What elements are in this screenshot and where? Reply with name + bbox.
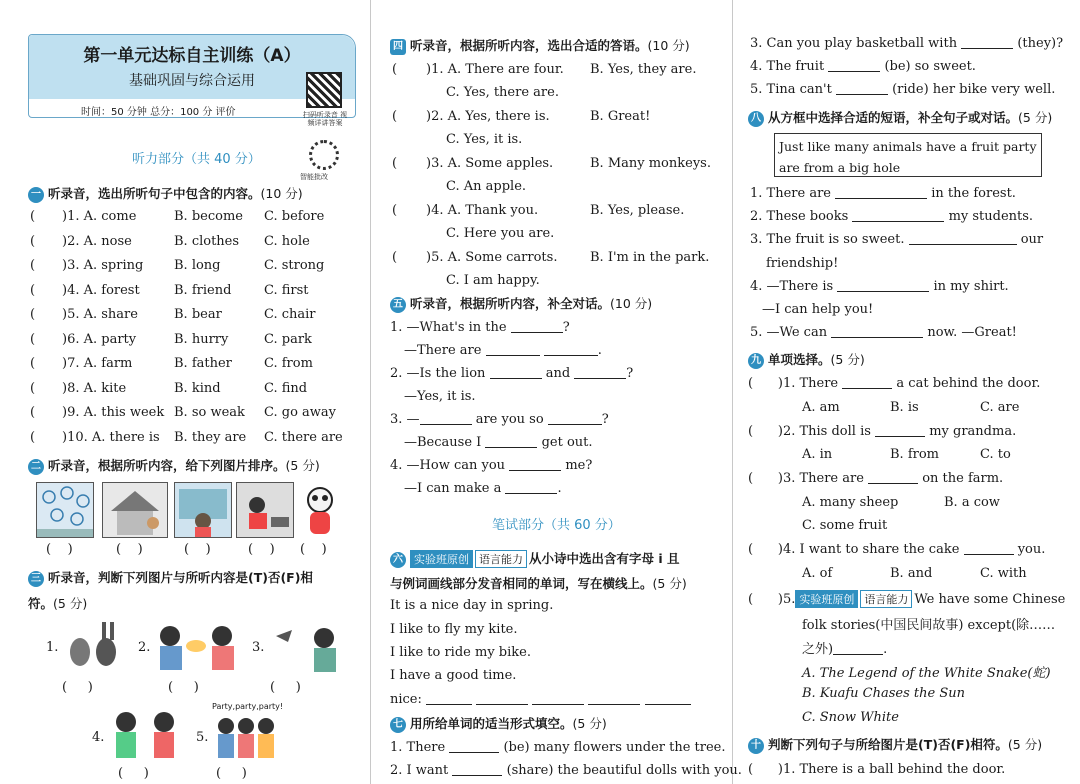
option[interactable]: C. are	[980, 400, 1020, 415]
option[interactable]: C. park	[264, 331, 312, 347]
option[interactable]: B. is	[890, 400, 919, 415]
s7-line-4: 4. The fruit (be) so sweet.	[750, 59, 976, 74]
s8-line-4: 4. —There is in my shirt.	[750, 279, 1009, 294]
answer-blank[interactable]	[588, 693, 640, 705]
picture-rabbits	[62, 616, 124, 674]
answer-blank[interactable]	[505, 482, 557, 494]
listening-part-heading: 听力部分（共 40 分）	[132, 152, 261, 167]
answer-paren[interactable]: ( )	[168, 680, 199, 695]
option[interactable]: C. there are	[264, 429, 343, 445]
option[interactable]: C. go away	[264, 405, 337, 420]
answer-paren[interactable]: ( )	[248, 542, 275, 557]
s9-q2: ( )2. This doll is my grandma.	[748, 424, 1017, 439]
section-1-header: 一 听录音，选出所听句子中包含的内容。(10 分)	[28, 184, 303, 203]
qr-code-icon	[306, 72, 342, 108]
option[interactable]: )4. A. forest	[62, 282, 140, 298]
answer-blank[interactable]	[532, 693, 584, 705]
section-4-header: 四 听录音，根据所听内容，选出合适的答语。(10 分)	[390, 36, 690, 55]
option[interactable]: C. Yes, it is.	[446, 132, 523, 147]
page-title: 第一单元达标自主训练（A）	[83, 46, 301, 66]
option[interactable]: C. some fruit	[802, 518, 888, 533]
option[interactable]: C. before	[264, 209, 325, 224]
option[interactable]: B. and	[890, 566, 933, 581]
answer-paren[interactable]: (	[392, 250, 398, 265]
answer-paren[interactable]: (	[30, 307, 36, 322]
option[interactable]: )6. A. party	[62, 331, 137, 347]
option[interactable]: B. I'm in the park.	[590, 250, 710, 265]
s9-q1: ( )1. There a cat behind the door.	[748, 376, 1041, 391]
answer-paren[interactable]: (	[392, 156, 398, 171]
answer-blank[interactable]	[836, 83, 888, 95]
answer-blank[interactable]	[868, 472, 918, 484]
answer-blank[interactable]	[574, 367, 626, 379]
s8-line-1: 1. There are in the forest.	[750, 186, 1016, 201]
qr-caption: 扫码听录音 视频详讲答案	[302, 111, 348, 128]
answer-blank[interactable]	[828, 60, 880, 72]
option[interactable]: )2. A. Yes, there is.	[426, 109, 550, 124]
option[interactable]: B. from	[890, 447, 939, 462]
s8-line-2: 2. These books my students.	[750, 209, 1034, 224]
section-6-header-cont: 与例词画线部分发音相同的单词，写在横线上。(5 分)	[390, 576, 687, 591]
option[interactable]: C. from	[264, 356, 313, 371]
answer-paren[interactable]: ( )	[118, 766, 149, 781]
option[interactable]: B. hurry	[174, 331, 229, 347]
option[interactable]: B. Yes, they are.	[590, 62, 697, 77]
option[interactable]: )5. A. Some carrots.	[426, 250, 558, 265]
option[interactable]: B. so weak	[174, 405, 245, 420]
answer-blank[interactable]	[476, 693, 528, 705]
answer-blank[interactable]	[509, 459, 561, 471]
s5-line-2b: —Yes, it is.	[404, 389, 476, 404]
s8-line-3b: friendship!	[766, 256, 839, 271]
section-10-header: 十 判断下列句子与所给图片是(T)否(F)相符。(5 分)	[748, 735, 1042, 754]
answer-blank[interactable]	[449, 741, 499, 753]
answer-blank[interactable]	[548, 413, 602, 425]
option[interactable]: C. I am happy.	[446, 273, 540, 288]
poem-line: I like to ride my bike.	[390, 645, 531, 660]
s5-line-3: 3. — are you so ?	[390, 412, 609, 427]
answer-paren[interactable]: (	[30, 380, 36, 396]
section-2-header: 二 听录音，根据所听内容，给下列图片排序。(5 分)	[28, 456, 320, 475]
s7-line-1: 1. There (be) many flowers under the tree.	[390, 740, 726, 755]
pic-num-4: 4.	[92, 730, 105, 745]
phrase-row: are from a big hole	[779, 160, 901, 175]
time-score: 时间：50 分钟 总分：100 分 评价	[81, 107, 236, 118]
column-divider	[732, 0, 733, 784]
option[interactable]: )9. A. this week	[62, 405, 165, 420]
option[interactable]: )1. A. There are four.	[426, 62, 564, 77]
s10-q1: ( )1. There is a ball behind the door.	[748, 762, 1006, 777]
phrase-box	[774, 133, 1042, 177]
answer-blank[interactable]	[964, 543, 1014, 555]
s5-line-4b: —I can make a .	[404, 481, 562, 496]
section-6-header: 六 实验班原创 语言能力 从小诗中选出含有字母 i 且	[390, 549, 680, 568]
option[interactable]: C. find	[264, 380, 308, 396]
option[interactable]: )2. A. nose	[62, 233, 132, 249]
s9-q5-cont: folk stories(中国民间故事) except(除……	[802, 618, 1056, 633]
picture-share-cake	[152, 616, 242, 674]
answer-blank[interactable]	[835, 187, 927, 199]
answer-blank[interactable]	[486, 344, 540, 356]
pic-num-5: 5.	[196, 730, 209, 745]
option[interactable]: B. Great!	[590, 109, 651, 124]
option[interactable]: )3. A. spring	[62, 258, 144, 273]
s5-line-2: 2. —Is the lion and ?	[390, 366, 634, 381]
answer-paren[interactable]: ( )	[270, 680, 301, 695]
answer-blank[interactable]	[544, 344, 598, 356]
answer-paren[interactable]: (	[30, 429, 36, 445]
picture-boy-chess	[236, 482, 294, 538]
option[interactable]: A. many sheep	[802, 495, 899, 510]
column-divider	[370, 0, 371, 784]
answer-paren[interactable]: (	[30, 282, 36, 298]
option[interactable]: C. Here you are.	[446, 226, 555, 241]
option[interactable]: B. become	[174, 209, 243, 224]
party-banner: Party,party,party!	[212, 702, 284, 711]
option[interactable]: A. in	[802, 447, 833, 462]
section-3-header-cont: 符。(5 分)	[28, 596, 88, 611]
section-9-header: 九 单项选择。(5 分)	[748, 350, 865, 369]
page-subtitle: 基础巩固与综合运用	[129, 73, 255, 89]
option[interactable]: B. kind	[174, 380, 221, 396]
poem-line: It is a nice day in spring.	[390, 598, 554, 613]
s7-line-5: 5. Tina can't (ride) her bike very well.	[750, 82, 1056, 97]
logo-caption: 智能批改	[300, 173, 328, 181]
s9-q4: ( )4. I want to share the cake you.	[748, 542, 1046, 557]
answer-paren[interactable]: (	[30, 209, 36, 224]
option[interactable]: )3. A. Some apples.	[426, 156, 554, 171]
answer-paren[interactable]: (	[30, 233, 36, 249]
option[interactable]: C. with	[980, 566, 1027, 581]
section-5-header: 五 听录音，根据所听内容，补全对话。(10 分)	[390, 294, 652, 313]
answer-paren[interactable]: (	[30, 331, 36, 347]
s5-line-3b: —Because I get out.	[404, 435, 593, 450]
answer-blank[interactable]	[485, 436, 537, 448]
picture-girl-at-window	[174, 482, 232, 538]
answer-blank[interactable]	[909, 233, 1017, 245]
poem-line: I have a good time.	[390, 668, 517, 683]
s9-q5: ( )5. 实验班原创 语言能力 We have some Chinese	[748, 592, 1066, 607]
answer-paren[interactable]: (	[392, 109, 398, 124]
option[interactable]: )1. A. come	[62, 209, 137, 224]
picture-two-kids	[106, 706, 186, 762]
answer-blank[interactable]	[831, 326, 923, 338]
picture-party	[212, 712, 278, 762]
answer-blank[interactable]	[511, 321, 563, 333]
picture-house	[102, 482, 168, 538]
answer-blank[interactable]	[837, 280, 929, 292]
option[interactable]: )5. A. share	[62, 307, 138, 322]
answer-blank[interactable]	[833, 643, 883, 655]
option[interactable]: C. Yes, there are.	[446, 85, 559, 100]
option[interactable]: B. Yes, please.	[590, 203, 685, 218]
option[interactable]: )8. A. kite	[62, 380, 127, 396]
option[interactable]: )7. A. farm	[62, 356, 133, 371]
answer-paren[interactable]: ( )	[62, 680, 93, 695]
answer-blank[interactable]	[420, 413, 472, 425]
option[interactable]: C. Snow White	[802, 710, 899, 725]
option[interactable]: A. The Legend of the White Snake(蛇)	[802, 666, 1051, 681]
option[interactable]: C. hole	[264, 233, 310, 249]
answer-paren[interactable]: (	[30, 405, 36, 420]
answer-blank[interactable]	[852, 210, 944, 222]
section-7-header: 七 用所给单词的适当形式填空。(5 分)	[390, 714, 607, 733]
picture-bird-girl	[266, 616, 348, 674]
section-8-header: 八 从方框中选择合适的短语，补全句子或对话。(5 分)	[748, 108, 1052, 127]
s8-line-3: 3. The fruit is so sweet. our	[750, 232, 1044, 247]
answer-blank[interactable]	[875, 425, 925, 437]
picture-panda	[300, 482, 340, 538]
answer-blank[interactable]	[452, 764, 502, 776]
s5-line-4: 4. —How can you me?	[390, 458, 593, 473]
pic-num-1: 1.	[46, 640, 59, 655]
option[interactable]: B. Kuafu Chases the Sun	[802, 686, 965, 701]
option[interactable]: A. am	[802, 400, 840, 415]
s5-line-1: 1. —What's in the ?	[390, 320, 570, 335]
option[interactable]: B. Many monkeys.	[590, 156, 711, 171]
pic-num-3: 3.	[252, 640, 265, 655]
pic-num-2: 2.	[138, 640, 151, 655]
answer-paren[interactable]: (	[30, 258, 36, 273]
option[interactable]: B. clothes	[174, 233, 240, 249]
answer-blank[interactable]	[961, 37, 1013, 49]
section-3-header: 三 听录音，判断下列图片与所听内容是(T)否(F)相	[28, 568, 313, 587]
option[interactable]: B. they are	[174, 429, 247, 445]
s8-line-4b: —I can help you!	[762, 302, 874, 317]
answer-paren[interactable]: ( )	[46, 542, 73, 557]
answer-paren[interactable]: ( )	[216, 766, 247, 781]
option[interactable]: C. chair	[264, 307, 316, 322]
picture-snowflakes	[36, 482, 94, 538]
option[interactable]: B. bear	[174, 307, 222, 322]
option[interactable]: C. to	[980, 447, 1011, 462]
answer-paren[interactable]: (	[392, 62, 398, 77]
option[interactable]: C. An apple.	[446, 179, 527, 194]
poem-line: I like to fly my kite.	[390, 622, 518, 637]
option[interactable]: B. father	[174, 356, 232, 371]
writing-part-heading: 笔试部分（共 60 分）	[492, 518, 621, 533]
option[interactable]: C. first	[264, 282, 309, 298]
option[interactable]: B. long	[174, 258, 221, 273]
s8-line-5: 5. —We can now. —Great!	[750, 325, 1017, 340]
answer-paren[interactable]: ( )	[300, 542, 327, 557]
answer-paren[interactable]: (	[392, 203, 398, 218]
answer-paren[interactable]: (	[30, 356, 36, 371]
option[interactable]: )10. A. there is	[62, 429, 160, 445]
s7-line-2: 2. I want (share) the beautiful dolls with you.	[390, 763, 742, 778]
answer-paren[interactable]: ( )	[116, 542, 143, 557]
answer-paren[interactable]: ( )	[184, 542, 211, 557]
nice-answer-line: nice:	[390, 692, 691, 707]
s9-q5-cont2: 之外) .	[802, 642, 888, 657]
option[interactable]: )4. A. Thank you.	[426, 203, 539, 218]
option[interactable]: B. a cow	[944, 495, 1000, 510]
smart-grading-icon	[309, 140, 339, 170]
answer-blank[interactable]	[645, 693, 691, 705]
option[interactable]: B. friend	[174, 282, 232, 298]
option[interactable]: C. strong	[264, 258, 325, 273]
s9-q3: ( )3. There are on the farm.	[748, 471, 1004, 486]
phrase-row: Just like many animals have a fruit party	[779, 139, 1037, 154]
answer-blank[interactable]	[490, 367, 542, 379]
option[interactable]: A. of	[802, 566, 833, 581]
s5-line-1b: —There are .	[404, 343, 602, 358]
answer-blank[interactable]	[842, 377, 892, 389]
s7-line-3: 3. Can you play basketball with (they)?	[750, 36, 1064, 51]
answer-blank[interactable]	[426, 693, 472, 705]
